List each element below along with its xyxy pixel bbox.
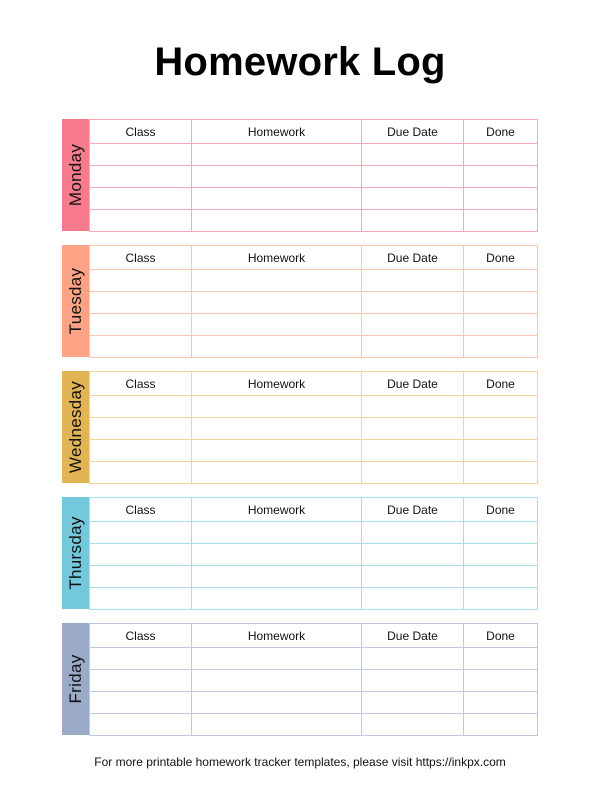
cell-done[interactable] <box>464 544 538 566</box>
cell-homework[interactable] <box>192 522 362 544</box>
table-row <box>90 714 538 736</box>
day-color-bar <box>62 371 89 483</box>
column-header-homework: Homework <box>192 498 362 522</box>
table-header-row <box>90 372 538 396</box>
table-row <box>90 566 538 588</box>
cell-homework[interactable] <box>192 396 362 418</box>
cell-done[interactable] <box>464 692 538 714</box>
cell-due-date[interactable] <box>362 522 464 544</box>
cell-done[interactable] <box>464 188 538 210</box>
column-header-homework: Homework <box>192 120 362 144</box>
cell-class[interactable] <box>90 440 192 462</box>
column-header-done: Done <box>464 372 538 396</box>
cell-homework[interactable] <box>192 648 362 670</box>
day-label: Wednesday <box>65 380 85 474</box>
column-header-class: Class <box>90 624 192 648</box>
cell-due-date[interactable] <box>362 588 464 610</box>
cell-homework[interactable] <box>192 544 362 566</box>
cell-homework[interactable] <box>192 292 362 314</box>
cell-homework[interactable] <box>192 566 362 588</box>
table-row <box>90 418 538 440</box>
cell-class[interactable] <box>90 210 192 232</box>
cell-due-date[interactable] <box>362 566 464 588</box>
cell-class[interactable] <box>90 588 192 610</box>
column-header-class: Class <box>90 498 192 522</box>
cell-done[interactable] <box>464 166 538 188</box>
cell-done[interactable] <box>464 144 538 166</box>
cell-due-date[interactable] <box>362 648 464 670</box>
cell-due-date[interactable] <box>362 418 464 440</box>
column-header-homework: Homework <box>192 246 362 270</box>
cell-class[interactable] <box>90 544 192 566</box>
day-color-bar <box>62 245 89 357</box>
day-section-friday <box>62 623 538 735</box>
cell-due-date[interactable] <box>362 336 464 358</box>
cell-homework[interactable] <box>192 588 362 610</box>
table-row <box>90 588 538 610</box>
cell-due-date[interactable] <box>362 270 464 292</box>
cell-done[interactable] <box>464 648 538 670</box>
cell-due-date[interactable] <box>362 210 464 232</box>
cell-homework[interactable] <box>192 440 362 462</box>
column-header-due-date: Due Date <box>362 624 464 648</box>
cell-homework[interactable] <box>192 336 362 358</box>
homework-table <box>89 245 538 358</box>
table-row <box>90 648 538 670</box>
cell-due-date[interactable] <box>362 314 464 336</box>
table-row <box>90 522 538 544</box>
cell-done[interactable] <box>464 270 538 292</box>
cell-homework[interactable] <box>192 166 362 188</box>
homework-table <box>89 623 538 736</box>
cell-done[interactable] <box>464 396 538 418</box>
table-row <box>90 692 538 714</box>
homework-table <box>89 371 538 484</box>
cell-class[interactable] <box>90 714 192 736</box>
cell-homework[interactable] <box>192 418 362 440</box>
page-title: Homework Log <box>154 40 446 84</box>
cell-due-date[interactable] <box>362 692 464 714</box>
table-row <box>90 544 538 566</box>
footer-note: For more printable homework tracker templates, please visit https://inkpx.com <box>94 755 506 769</box>
cell-class[interactable] <box>90 336 192 358</box>
day-color-bar <box>62 497 89 609</box>
column-header-class: Class <box>90 120 192 144</box>
table-row <box>90 166 538 188</box>
cell-due-date[interactable] <box>362 166 464 188</box>
cell-done[interactable] <box>464 418 538 440</box>
table-row <box>90 336 538 358</box>
table-row <box>90 670 538 692</box>
table-header-row <box>90 120 538 144</box>
cell-class[interactable] <box>90 144 192 166</box>
cell-homework[interactable] <box>192 714 362 736</box>
cell-class[interactable] <box>90 670 192 692</box>
day-section-thursday <box>62 497 538 609</box>
cell-due-date[interactable] <box>362 462 464 484</box>
cell-done[interactable] <box>464 566 538 588</box>
column-header-class: Class <box>90 246 192 270</box>
day-label: Monday <box>65 143 85 207</box>
table-header-row <box>90 498 538 522</box>
table-row <box>90 188 538 210</box>
cell-class[interactable] <box>90 692 192 714</box>
cell-done[interactable] <box>464 522 538 544</box>
column-header-due-date: Due Date <box>362 120 464 144</box>
table-header-row <box>90 246 538 270</box>
cell-due-date[interactable] <box>362 714 464 736</box>
cell-homework[interactable] <box>192 144 362 166</box>
day-color-bar <box>62 119 89 231</box>
column-header-due-date: Due Date <box>362 372 464 396</box>
cell-done[interactable] <box>464 292 538 314</box>
cell-class[interactable] <box>90 314 192 336</box>
cell-due-date[interactable] <box>362 670 464 692</box>
cell-homework[interactable] <box>192 314 362 336</box>
table-row <box>90 440 538 462</box>
cell-homework[interactable] <box>192 188 362 210</box>
cell-class[interactable] <box>90 462 192 484</box>
cell-class[interactable] <box>90 522 192 544</box>
cell-done[interactable] <box>464 314 538 336</box>
cell-due-date[interactable] <box>362 396 464 418</box>
table-row <box>90 270 538 292</box>
table-row <box>90 292 538 314</box>
homework-table <box>89 119 538 232</box>
cell-homework[interactable] <box>192 670 362 692</box>
cell-class[interactable] <box>90 396 192 418</box>
cell-due-date[interactable] <box>362 144 464 166</box>
homework-table <box>89 497 538 610</box>
cell-done[interactable] <box>464 440 538 462</box>
day-section-tuesday <box>62 245 538 357</box>
cell-done[interactable] <box>464 210 538 232</box>
cell-due-date[interactable] <box>362 188 464 210</box>
table-row <box>90 210 538 232</box>
column-header-due-date: Due Date <box>362 498 464 522</box>
cell-homework[interactable] <box>192 462 362 484</box>
column-header-due-date: Due Date <box>362 246 464 270</box>
column-header-homework: Homework <box>192 372 362 396</box>
cell-class[interactable] <box>90 566 192 588</box>
cell-due-date[interactable] <box>362 440 464 462</box>
table-row <box>90 396 538 418</box>
table-row <box>90 462 538 484</box>
cell-homework[interactable] <box>192 210 362 232</box>
column-header-done: Done <box>464 624 538 648</box>
cell-class[interactable] <box>90 188 192 210</box>
cell-done[interactable] <box>464 670 538 692</box>
column-header-homework: Homework <box>192 624 362 648</box>
cell-class[interactable] <box>90 648 192 670</box>
cell-done[interactable] <box>464 588 538 610</box>
table-row <box>90 314 538 336</box>
day-color-bar <box>62 623 89 735</box>
cell-done[interactable] <box>464 714 538 736</box>
column-header-done: Done <box>464 498 538 522</box>
column-header-done: Done <box>464 120 538 144</box>
day-label: Friday <box>65 654 85 704</box>
day-section-wednesday <box>62 371 538 483</box>
column-header-class: Class <box>90 372 192 396</box>
table-header-row <box>90 624 538 648</box>
column-header-done: Done <box>464 246 538 270</box>
cell-class[interactable] <box>90 166 192 188</box>
cell-done[interactable] <box>464 336 538 358</box>
cell-class[interactable] <box>90 270 192 292</box>
cell-homework[interactable] <box>192 692 362 714</box>
day-label: Tuesday <box>65 267 85 335</box>
table-row <box>90 144 538 166</box>
cell-class[interactable] <box>90 292 192 314</box>
day-section-monday <box>62 119 538 231</box>
cell-homework[interactable] <box>192 270 362 292</box>
cell-due-date[interactable] <box>362 292 464 314</box>
day-label: Thursday <box>65 516 85 590</box>
cell-class[interactable] <box>90 418 192 440</box>
cell-due-date[interactable] <box>362 544 464 566</box>
cell-done[interactable] <box>464 462 538 484</box>
